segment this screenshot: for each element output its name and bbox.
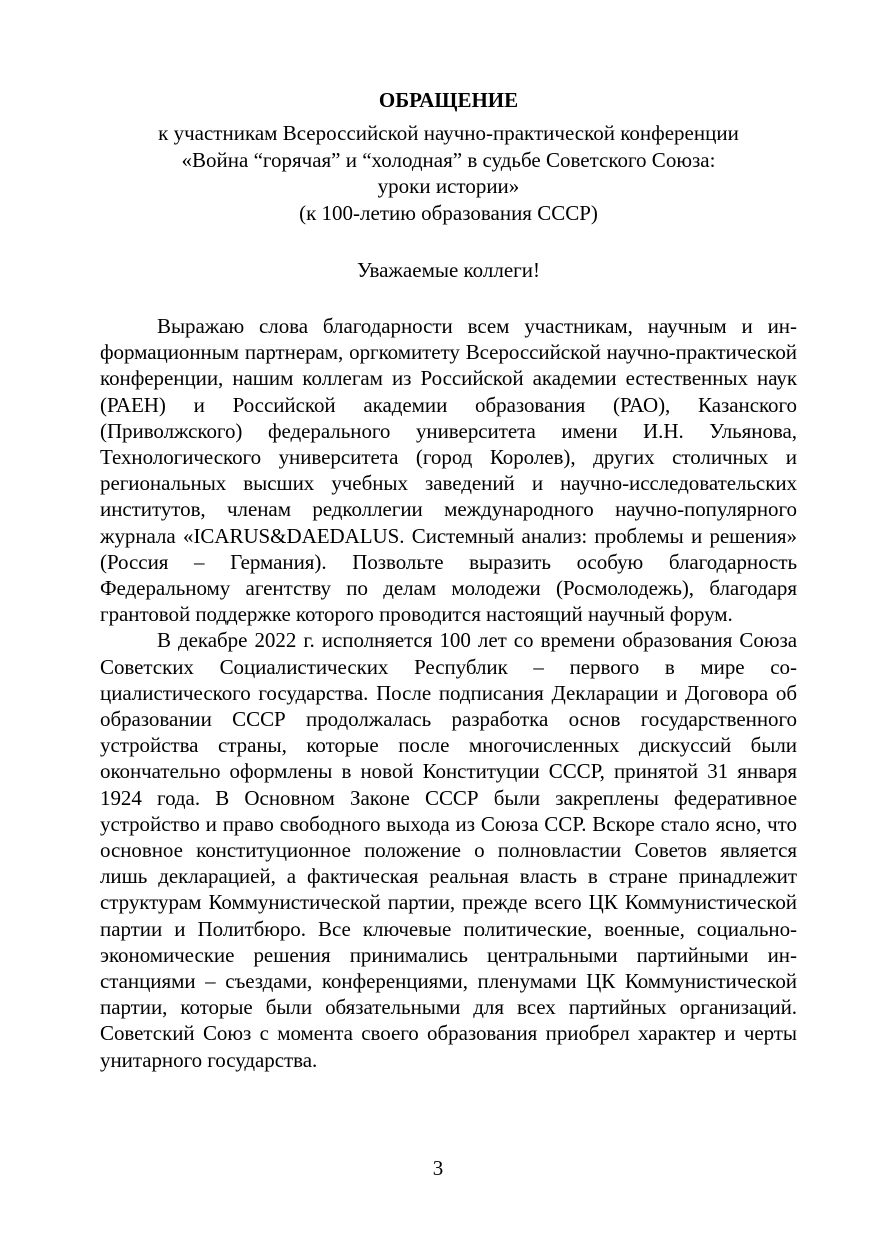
document-page xyxy=(100,86,797,1073)
subtitle-line: уроки истории» xyxy=(377,174,520,198)
subtitle-line: «Война “горячая” и “холодная” в судьбе Советского Союза: xyxy=(181,147,716,172)
subtitle-line: (к 100-летию образования СССР) xyxy=(299,200,598,225)
page-number: 3 xyxy=(432,1156,444,1180)
greeting: Уважаемые коллеги! xyxy=(356,258,541,282)
document-subtitle xyxy=(100,120,797,226)
document-title: ОБРАЩЕНИЕ xyxy=(378,88,519,112)
body-paragraph: Выражаю слова благодарности всем участникам, научным и информационным партнерам, оргкомитету Всероссийской научно-практической конференции, нашим коллегам из Российской академии естественных наук (РАЕН) и Российской академии образования (РАО), Казанского (Приволжского) федерального университета имени И.Н. Ульянова, Технологического университета (город Королев), других столичных и региональных высших учебных заведений и научно-исследовательских институтов, членам редколлегии международного научно-популярного журнала «ICARUS&DAEDALUS. Системный анализ: проблемы и решения» (Россия – Германия). Позвольте выразить особую благодарность Федеральному агентству по делам молодежи (Росмолодежь), благодаря грантовой поддержке которого проводится настоящий научный форум. xyxy=(100,314,797,627)
subtitle-line: к участникам Всероссийской научно-практической конференции xyxy=(158,121,739,145)
body-paragraph: В декабре 2022 г. исполняется 100 лет со времени образования Союза Советских Социалистических Республик – первого в мире социалистического государства. После подписания Декларации и Договора об образовании СССР продолжалась разработка основ государственного устройства страны, которые после многочисленных дискуссий были окончательно оформлены в новой Конституции СССР, принятой 31 января 1924 года. В Основном Законе СССР были закреплены федеративное устройство и право свободного выхода из Союза ССР. Вскоре стало ясно, что основное конституционное положение о полновластии Советов является лишь декларацией, а фактическая реальная власть в стране принадлежит структурам Коммунистической партии, прежде всего ЦК Коммунистической партии и Политбюро. Все ключевые политические, военные, социально-экономические решения принимались центральными партийными инстанциями – съездами, конференциями, пленумами ЦК Коммунистической партии, которые были обязательными для всех партийных организаций. Советский Союз с момента своего образования приобрел характер и черты унитарного государства. xyxy=(100,628,797,1072)
